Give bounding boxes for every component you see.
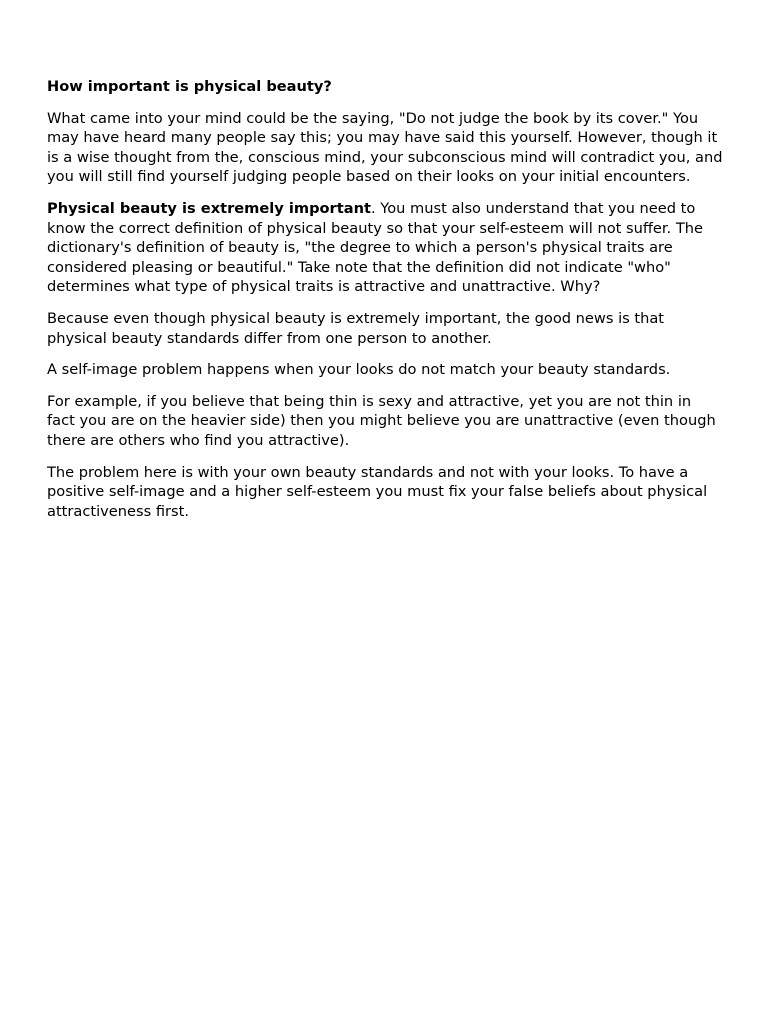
paragraph-fix-beliefs: The problem here is with your own beauty standards and not with your looks. To have a positive self-image and a higher self-esteem you must fix your false beliefs about physical attractiveness first. [47, 463, 708, 520]
document-page [47, 77, 723, 533]
emphasis-beauty-important: Physical beauty is extremely important [47, 199, 371, 217]
paragraph-beauty-definition-text: . You must also understand that you need to know the correct definition of physical beauty so that your self-esteem will not suffer. The dictionary's definition of beauty is, "the degree to which a person's physical traits are considered pleasing or beautiful." Take note that the definition did not indicate "who" determines what type of physical traits is attractive and unattractive. Why? [47, 199, 703, 296]
paragraph-beauty-definition [47, 199, 723, 297]
paragraph-thin-example: For example, if you believe that being thin is sexy and attractive, yet you are not thin in fact you are on the heavier side) then you might believe you are unattractive (even though there are others who find you attractive). [47, 392, 716, 449]
paragraph-self-image-problem: A self-image problem happens when your looks do not match your beauty standards. [47, 361, 671, 379]
document-title: How important is physical beauty? [47, 78, 332, 95]
paragraph-cover-saying: What came into your mind could be the saying, "Do not judge the book by its cover." You may have heard many people say this; you may have said this yourself. However, though it is a wise thought from the, conscious mind, your subconscious mind will contradict you, and you will still find yourself judging people based on their looks on your initial encounters. [47, 109, 723, 186]
paragraph-standards-differ: Because even though physical beauty is extremely important, the good news is that physical beauty standards differ from one person to another. [47, 309, 664, 347]
